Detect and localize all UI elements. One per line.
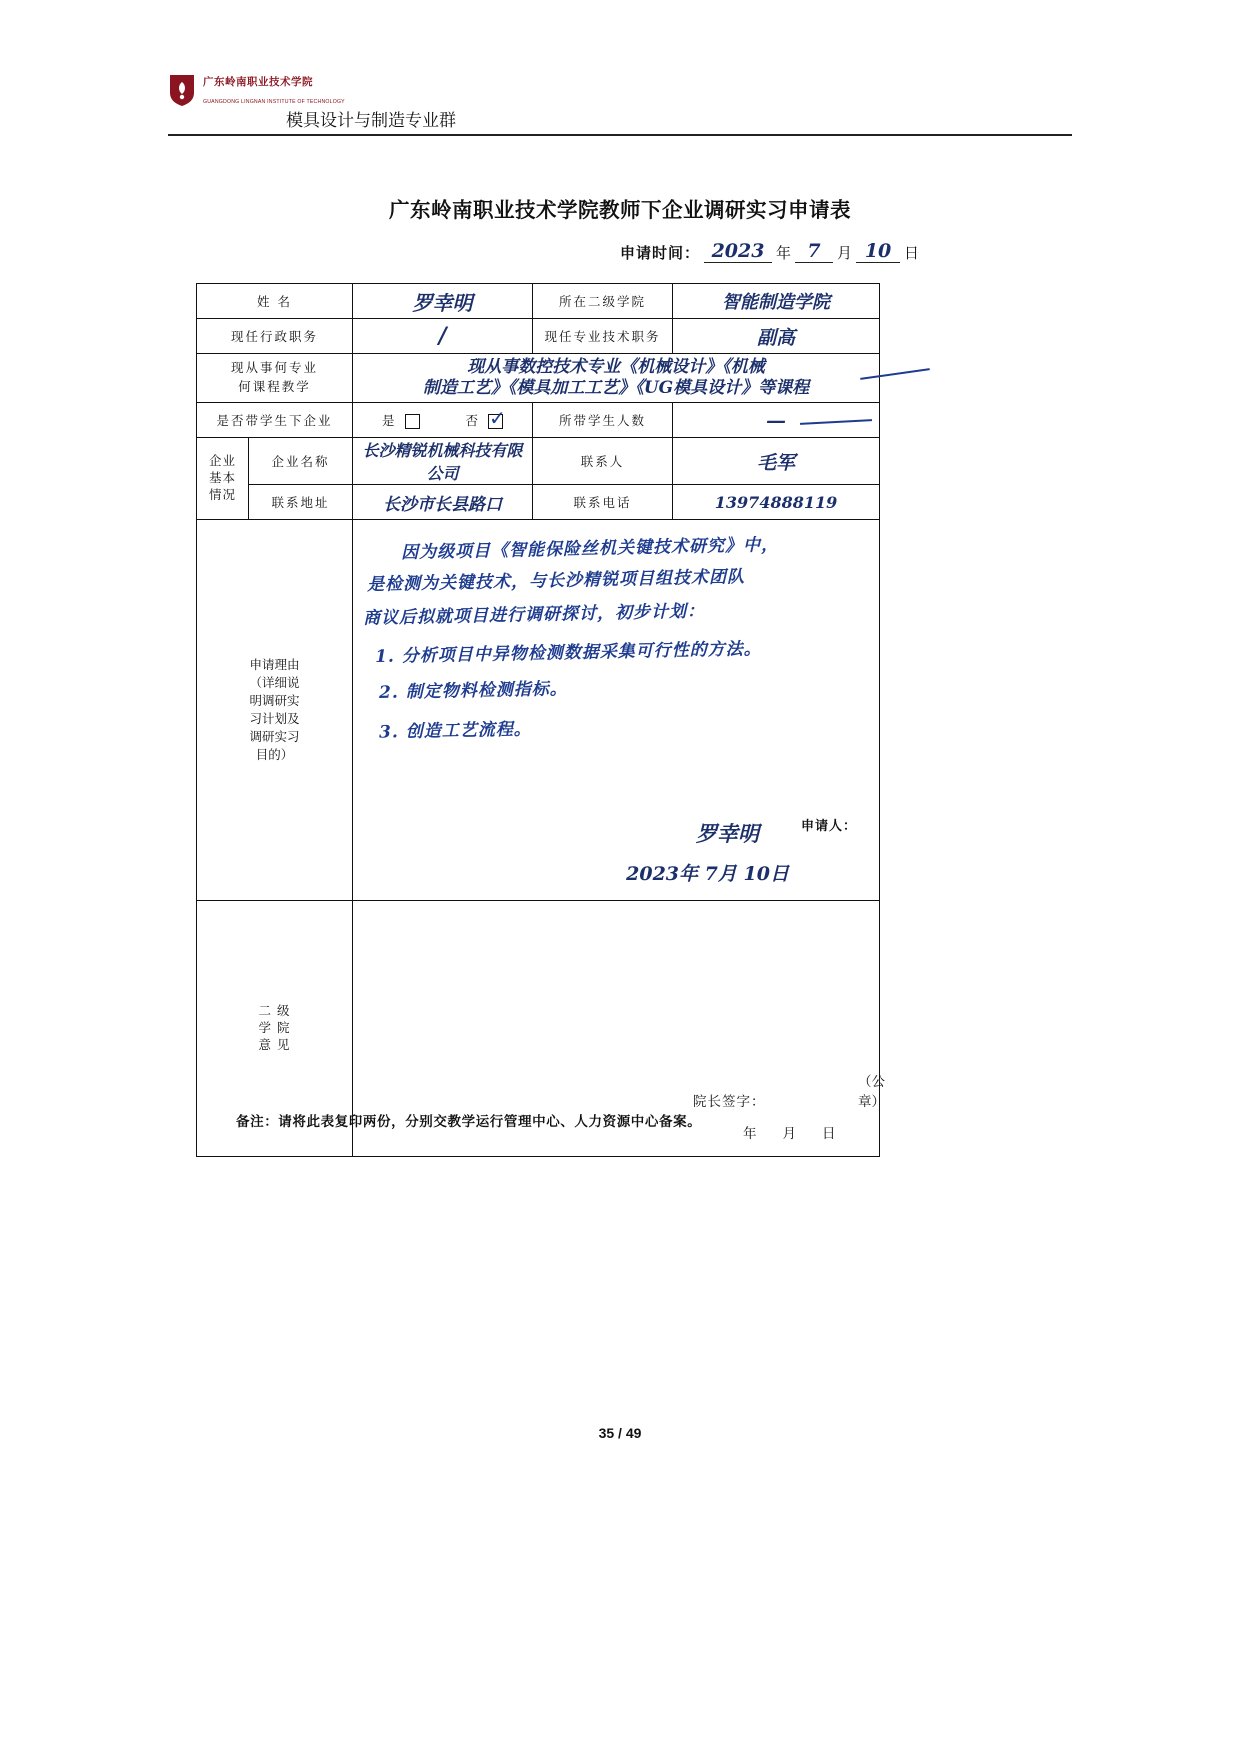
opinion-date-row	[743, 1122, 862, 1142]
tech-post-label: 现任专业技术职务	[533, 319, 673, 354]
student-count-label: 所带学生人数	[533, 403, 673, 438]
name-label: 姓 名	[197, 284, 353, 319]
apply-date-row	[620, 240, 919, 263]
admin-post-value-cell	[353, 319, 533, 354]
no-label: 否	[465, 413, 479, 428]
table-row	[197, 438, 880, 485]
opinion-year-unit: 年	[743, 1126, 783, 1142]
teaching-value-line2: 制造工艺》《模具加工工艺》《UG模具设计》等课程	[422, 378, 810, 398]
check-icon: ✓	[489, 406, 506, 430]
reason-label	[197, 520, 353, 901]
reason-line-2: 是检测为关键技术，与长沙精锐项目组技术团队	[366, 567, 746, 595]
table-row	[197, 319, 880, 354]
college-value-cell	[673, 284, 880, 319]
teaching-value-cell	[353, 354, 880, 403]
opinion-label-line1: 二 级	[258, 1003, 291, 1019]
sign-year-unit: 年	[679, 863, 699, 885]
teaching-value-line1: 现从事数控技术专业《机械设计》《机械	[467, 356, 765, 377]
yes-checkbox[interactable]	[405, 414, 420, 429]
enterprise-label-line2: 基本	[208, 470, 236, 486]
opinion-month-unit: 月	[782, 1126, 823, 1142]
applicant-signature: 罗幸明	[696, 821, 760, 846]
name-value-cell	[353, 284, 533, 319]
yes-option[interactable]	[382, 413, 423, 428]
college-value: 智能制造学院	[722, 292, 831, 313]
no-checkbox[interactable]	[488, 406, 506, 430]
contact-label: 联系人	[533, 438, 673, 485]
phone-label: 联系电话	[533, 485, 673, 520]
address-value-cell	[353, 485, 533, 520]
tech-post-value-cell	[673, 319, 880, 354]
apply-time-label: 申请时间：	[620, 244, 701, 262]
day-unit: 日	[904, 244, 920, 262]
page-title: 广东岭南职业技术学院教师下企业调研实习申请表	[389, 198, 851, 222]
address-label: 联系地址	[249, 485, 353, 520]
phone-value-cell	[673, 485, 880, 520]
college-label: 所在二级学院	[533, 284, 673, 319]
teaching-label-line1: 现从事何专业	[231, 360, 319, 376]
page-number: 35 / 49	[598, 1425, 642, 1441]
bring-students-label: 是否带学生下企业	[197, 403, 353, 438]
company-name-value-cell	[353, 438, 533, 485]
shield-icon	[168, 73, 196, 107]
apply-month-value: 7	[795, 240, 833, 263]
teaching-label	[197, 354, 353, 403]
sign-day: 10	[743, 863, 770, 885]
year-unit: 年	[776, 244, 792, 262]
reason-line-3: 商议后拟就项目进行调研探讨，初步计划：	[362, 601, 706, 629]
sign-year: 2023	[626, 863, 680, 885]
header-title: 模具设计与制造专业群	[286, 111, 456, 131]
student-count-value: —	[766, 408, 787, 432]
logo-text-en: GUANGDONG LINGNAN INSTITUTE OF TECHNOLOGY	[203, 99, 345, 106]
table-row	[197, 403, 880, 438]
opinion-label-line3: 意 见	[258, 1036, 291, 1052]
reason-line-6: 3. 创造工艺流程。	[378, 719, 532, 743]
form-note: 备注：请将此表复印两份，分别交教学运行管理中心、人力资源中心备案。	[236, 1114, 702, 1130]
reason-label-text: 申请理由（详细说明调研实习计划及调研实习目的）	[249, 656, 300, 763]
tech-post-value: 副高	[757, 326, 796, 349]
company-name-label: 企业名称	[249, 438, 353, 485]
admin-post-label: 现任行政职务	[197, 319, 353, 354]
table-row	[197, 284, 880, 319]
application-form-table	[196, 283, 886, 1157]
sign-month: 7	[704, 863, 718, 885]
enterprise-section-label	[197, 438, 249, 520]
logo-text	[203, 72, 345, 109]
reason-line-5: 2. 制定物料检测指标。	[378, 679, 568, 703]
institution-logo	[168, 72, 345, 109]
company-name-value: 长沙精锐机械科技有限公司	[362, 441, 523, 483]
applicant-sign-date	[626, 859, 789, 886]
opinion-day-unit: 日	[822, 1126, 862, 1142]
contact-value: 毛军	[757, 451, 796, 474]
name-value: 罗幸明	[412, 290, 473, 315]
enterprise-label-line3: 情况	[208, 486, 236, 502]
yes-label: 是	[382, 413, 395, 428]
teaching-label-line2: 何课程教学	[238, 379, 311, 394]
logo-text-cn: 广东岭南职业技术学院	[203, 76, 313, 88]
opinion-label-line2: 学 院	[258, 1020, 291, 1036]
seal-label: （公章）	[858, 1074, 886, 1110]
table-row	[197, 485, 880, 520]
reason-line-4: 1. 分析项目中异物检测数据采集可行性的方法。	[374, 638, 762, 668]
month-unit: 月	[837, 244, 853, 262]
apply-year-value: 2023	[704, 240, 772, 263]
enterprise-label-line1: 企业	[208, 453, 236, 469]
dean-signature-label: 院长签字：	[693, 1094, 766, 1110]
address-value: 长沙市长县路口	[383, 494, 503, 515]
bring-students-choices	[353, 403, 533, 438]
apply-day-value: 10	[856, 240, 900, 263]
reason-body-cell	[353, 520, 880, 901]
admin-post-value: /	[438, 323, 447, 349]
phone-value: 13974888119	[714, 492, 838, 512]
sign-day-unit: 日	[770, 863, 790, 885]
sign-month-unit: 月	[717, 863, 737, 885]
reason-line-1: 因为级项目《智能保险丝机关键技术研究》中，	[400, 535, 780, 563]
document-header	[168, 70, 1072, 136]
table-row	[197, 520, 880, 901]
contact-value-cell	[673, 438, 880, 485]
applicant-label: 申请人：	[801, 819, 858, 834]
table-row	[197, 354, 880, 403]
no-option[interactable]	[465, 406, 506, 430]
